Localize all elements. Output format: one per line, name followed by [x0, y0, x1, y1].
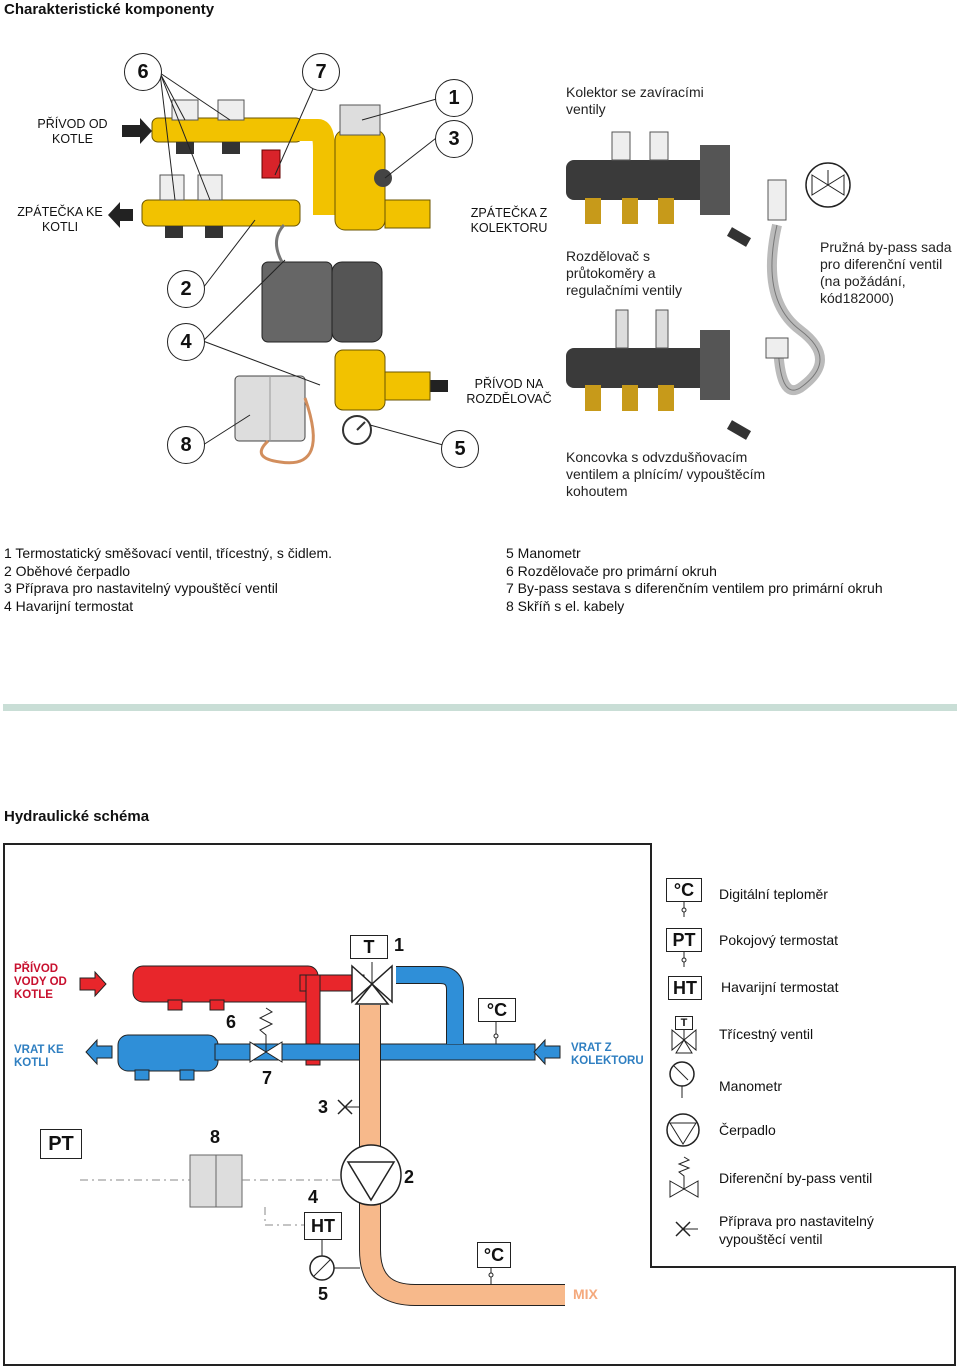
component-item: 4 Havarijní termostat: [4, 597, 134, 614]
legend-text-drain: Příprava pro nastavitelný vypouštěcí ventil: [719, 1213, 874, 1247]
component-item: 6 Rozdělovače pro primární okruh: [506, 562, 717, 579]
component-list-left: [4, 545, 494, 615]
schema-label-privod-vody: PŘÍVOD VODY OD KOTLE: [14, 963, 67, 1001]
component-item: 3 Příprava pro nastavitelný vypouštěcí ventil: [4, 580, 278, 596]
caption-kolektor: Kolektor se zavíracími ventily: [566, 84, 704, 117]
callout-3: 3: [435, 120, 473, 158]
callout-5: 5: [441, 430, 479, 468]
schema-emergency-thermostat: HT: [304, 1212, 342, 1240]
section-title-components: Charakteristické komponenty: [4, 1, 215, 18]
legend-room-thermostat-symbol: PT: [666, 928, 702, 952]
label-privod-na-rozdelovac: PŘÍVOD NA ROZDĚLOVAČ: [466, 377, 552, 406]
legend-text-room-thermostat: Pokojový termostat: [719, 932, 839, 948]
section-divider: [3, 704, 957, 711]
component-item: 1 Termostatický směšovací ventil, třícestný, s čidlem.: [4, 545, 333, 561]
schema-num-6: 6: [226, 1012, 237, 1032]
component-list-right: [506, 545, 956, 615]
legend-text-pump: Čerpadlo: [719, 1122, 776, 1138]
label-zpatecka-z-kolektoru: ZPÁTEČKA Z KOLEKTORU: [470, 206, 548, 235]
legend-text-emergency-thermostat: Havarijní termostat: [721, 979, 839, 995]
component-item: 8 Skříň s el. kabely: [506, 597, 625, 614]
schema-num-1: 1: [394, 935, 405, 955]
schema-valve-t-box: T: [350, 935, 388, 959]
schema-num-2: 2: [404, 1167, 415, 1187]
callout-1: 1: [435, 79, 473, 117]
schema-label-vrat-ke-kotli: VRAT KE KOTLI: [14, 1044, 64, 1069]
component-item: 5 Manometr: [506, 545, 581, 561]
callout-8: 8: [167, 426, 205, 464]
callout-6: 6: [124, 53, 162, 91]
component-item: 2 Oběhové čerpadlo: [4, 562, 131, 579]
callout-4: 4: [167, 323, 205, 361]
callout-7: 7: [302, 53, 340, 91]
component-assembly-illustration: [0, 40, 560, 480]
schema-thermometer-2: °C: [477, 1242, 511, 1268]
component-item: 7 By-pass sestava s diferenčním ventilem pro primární okruh: [506, 580, 883, 596]
schema-num-7: 7: [262, 1068, 273, 1088]
legend-text-manometer: Manometr: [719, 1078, 783, 1094]
schema-room-thermostat: PT: [40, 1129, 82, 1159]
label-zpatecka-ke-kotli: ZPÁTEČKA KE KOTLI: [17, 205, 103, 234]
legend-text-three-way-valve: Třícestný ventil: [719, 1026, 814, 1042]
caption-koncovka: Koncovka s odvzdušňovacím ventilem a plnícím/ vypouštěcím kohoutem: [566, 449, 766, 499]
schema-thermometer-1: °C: [478, 998, 516, 1022]
schema-label-mix: MIX: [573, 1286, 598, 1302]
legend-text-bypass-valve: Diferenční by-pass ventil: [719, 1170, 873, 1186]
label-privod-od-kotle: PŘÍVOD OD KOTLE: [37, 117, 108, 146]
legend-text-thermometer: Digitální teploměr: [719, 886, 828, 902]
section-title-hydraulic: Hydraulické schéma: [4, 808, 150, 825]
legend-symbols: [650, 843, 956, 1268]
legend-thermometer-symbol: °C: [666, 878, 702, 902]
callout-2: 2: [167, 270, 205, 308]
schema-num-8: 8: [210, 1127, 221, 1147]
legend-emergency-thermostat-symbol: HT: [668, 976, 702, 1000]
schema-num-4: 4: [308, 1187, 319, 1207]
schema-num-3: 3: [318, 1097, 329, 1117]
legend-three-way-valve-symbol: T: [675, 1016, 693, 1030]
caption-bypass: Pružná by-pass sada pro diferenční ventil (na požádání, kód182000): [820, 239, 952, 306]
caption-rozdelovac: Rozdělovač s průtokoměry a regulačními ventily: [566, 248, 682, 298]
schema-label-vrat-z-kolektoru: VRAT Z KOLEKTORU: [571, 1042, 644, 1067]
schema-num-5: 5: [318, 1284, 329, 1304]
